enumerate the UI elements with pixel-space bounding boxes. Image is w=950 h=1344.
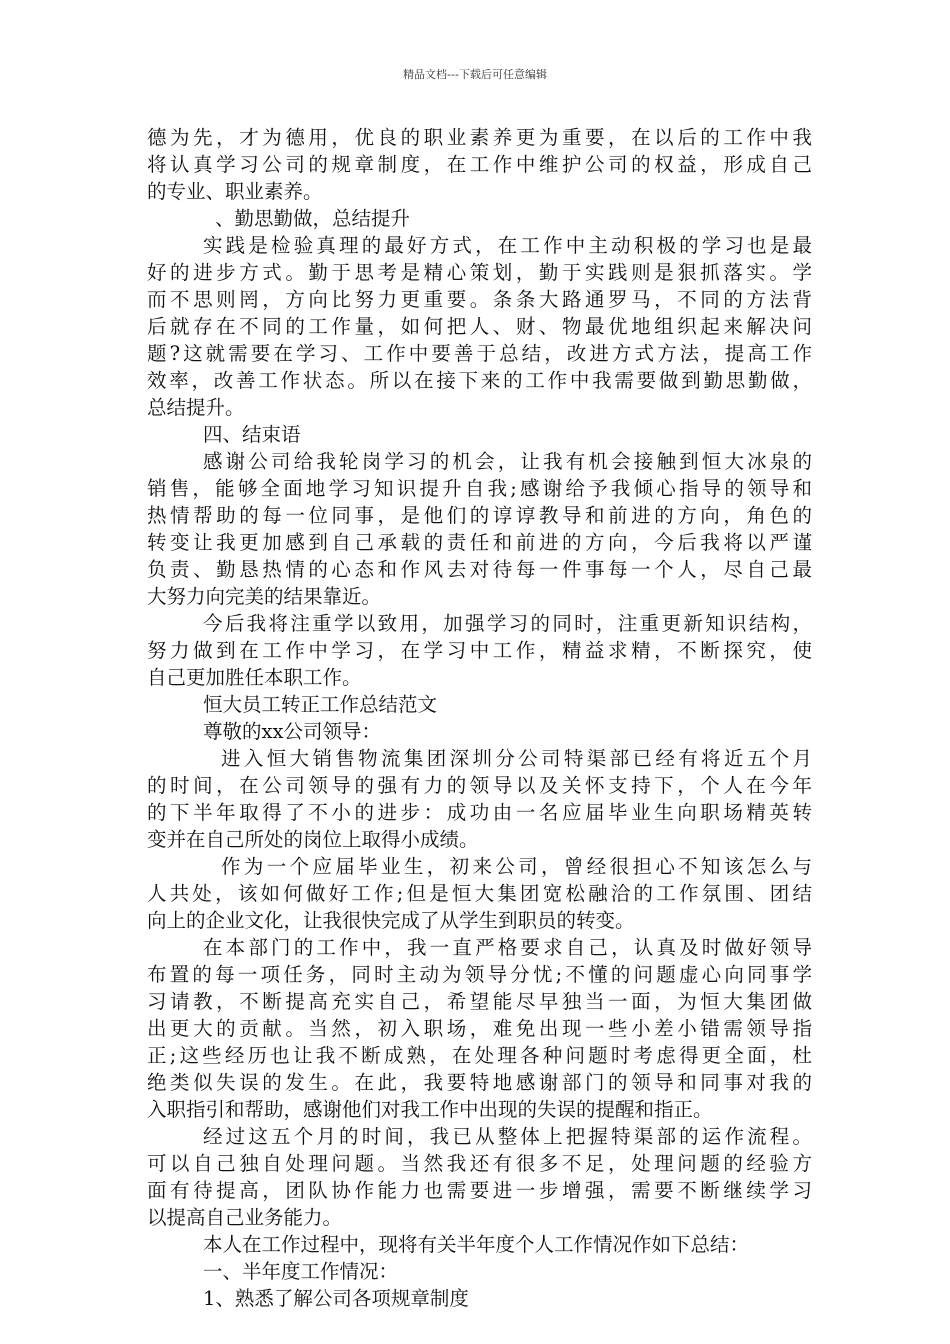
text-line: 后就存在不同的工作量，如何把人、财、物最优地组织起来解决问 [147,315,812,338]
salutation: 尊敬的xx公司领导： [203,720,381,743]
text-line: 好的进步方式。勤于思考是精心策划，勤于实践则是狠抓落实。学 [147,261,812,284]
text-line: 将认真学习公司的规章制度，在工作中维护公司的权益，形成自己 [147,153,812,176]
text-line: 出更大的贡献。当然，初入职场，难免出现一些小差小错需领导指 [147,1017,812,1040]
text-line: 大努力向完美的结果靠近。 [147,585,382,608]
text-line: 可以自己独自处理问题。当然我还有很多不足，处理问题的经验方 [147,1152,812,1175]
text-line: 负责、勤恳热情的心态和作风去对待每一件事每一个人，尽自己最 [147,558,812,581]
text-line: 人共处，该如何做好工作;但是恒大集团宽松融洽的工作氛围、团结 [147,882,812,905]
text-line: 本人在工作过程中，现将有关半年度个人工作情况作如下总结： [203,1233,750,1256]
subsection-heading: 1、熟悉了解公司各项规章制度 [203,1287,469,1310]
text-line: 的时间，在公司领导的强有力的领导以及关怀支持下，个人在今年 [147,774,812,797]
text-line: 今后我将注重学以致用，加强学习的同时，注重更新知识结构， [203,612,812,635]
text-line: 经过这五个月的时间，我已从整体上把握特渠部的运作流程。 [203,1125,812,1148]
text-line: 效率，改善工作状态。所以在接下来的工作中我需要做到勤思勤做， [147,369,812,392]
text-line: 作为一个应届毕业生，初来公司，曾经很担心不知该怎么与 [221,855,812,878]
text-line: 转变让我更加感到自己承载的责任和前进的方向，今后我将以严谨 [147,531,812,554]
text-line: 入职指引和帮助，感谢他们对我工作中出现的失误的提醒和指正。 [147,1098,713,1121]
text-line: 在本部门的工作中，我一直严格要求自己，认真及时做好领导 [203,936,812,959]
text-line: 德为先，才为德用，优良的职业素养更为重要，在以后的工作中我 [147,126,812,149]
section-heading: 四、结束语 [203,423,301,446]
text-line: 热情帮助的每一位同事，是他们的谆谆教导和前进的方向，角色的 [147,504,812,527]
text-line: 题?这就需要在学习、工作中要善于总结，改进方式方法，提高工作 [147,342,812,365]
text-line: 而不思则罔，方向比努力更重要。条条大路通罗马，不同的方法背 [147,288,812,311]
text-line: 总结提升。 [147,396,245,419]
text-line: 习请教，不断提高充实自己，希望能尽早独当一面，为恒大集团做 [147,990,812,1013]
text-line: 以提高自己业务能力。 [147,1206,343,1229]
text-line: 绝类似失误的发生。在此，我要特地感谢部门的领导和同事对我的 [147,1071,812,1094]
section-heading: 、勤思勤做，总结提升 [215,207,411,230]
text-line: 的下半年取得了不小的进步：成功由一名应届毕业生向职场精英转 [147,801,812,824]
article-title: 恒大员工转正工作总结范文 [203,693,438,716]
text-line: 努力做到在工作中学习，在学习中工作，精益求精，不断探究，使 [147,639,812,662]
text-line: 正;这些经历也让我不断成熟，在处理各种问题时考虑得更全面，杜 [147,1044,812,1067]
text-line: 自己更加胜任本职工作。 [147,666,362,689]
text-line: 感谢公司给我轮岗学习的机会，让我有机会接触到恒大冰泉的 [203,450,812,473]
text-line: 面有待提高，团队协作能力也需要进一步增强，需要不断继续学习 [147,1179,812,1202]
text-line: 向上的企业文化，让我很快完成了从学生到职员的转变。 [147,909,635,932]
text-line: 变并在自己所处的岗位上取得小成绩。 [147,828,479,851]
text-line: 销售，能够全面地学习知识提升自我;感谢给予我倾心指导的领导和 [147,477,812,500]
document-body [147,124,812,1312]
section-heading: 一、半年度工作情况： [203,1260,399,1283]
text-line: 布置的每一项任务，同时主动为领导分忧;不懂的问题虚心向同事学 [147,963,812,986]
page-header: 精品文档---下载后可任意编辑 [403,68,547,81]
text-line: 的专业、职业素养。 [147,180,323,203]
text-line: 进入恒大销售物流集团深圳分公司特渠部已经有将近五个月 [221,747,812,770]
text-line: 实践是检验真理的最好方式，在工作中主动积极的学习也是最 [203,234,812,257]
